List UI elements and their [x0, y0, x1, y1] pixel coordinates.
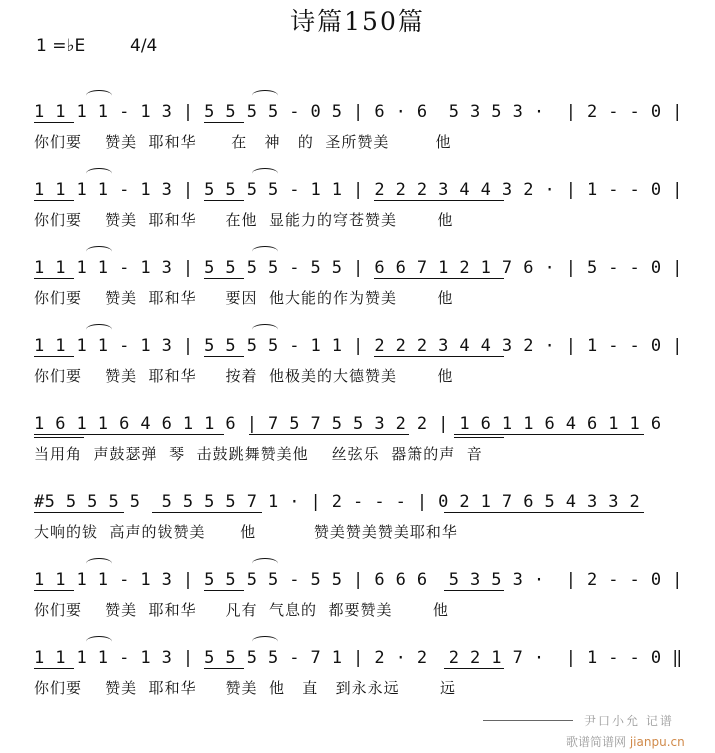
beam-line: [374, 278, 504, 279]
score-line-3: [34, 242, 684, 316]
lyrics-line: 大响的钹 高声的钹赞美 他 赞美赞美赞美耶和华: [34, 523, 458, 541]
tie-mark: [252, 168, 278, 179]
tie-mark: [252, 246, 278, 257]
notes-line: 1 1 1 1 - 1 3 | 5 5 5 5 - 5 5 | 6 6 7 1 2 1 7 6 · | 5 - - 0 |: [34, 258, 683, 278]
score-line-7: [34, 554, 684, 628]
beam-line: [444, 512, 644, 513]
site-name: 歌谱简谱网: [566, 735, 627, 749]
beam-line: [34, 437, 84, 438]
tie-mark: [86, 246, 112, 257]
site-watermark: [566, 733, 685, 750]
score-line-5: [34, 398, 684, 472]
notes-line: 1 1 1 1 - 1 3 | 5 5 5 5 - 1 1 | 2 2 2 3 4 4 3 2 · | 1 - - 0 |: [34, 180, 683, 200]
tie-mark: [252, 90, 278, 101]
key-signature: 1 =♭E: [36, 36, 86, 56]
lyrics-line: 你们要 赞美 耶和华 在 神 的 圣所赞美 他: [34, 133, 452, 151]
lyrics-line: 你们要 赞美 耶和华 赞美 他 直 到永永远 远: [34, 679, 456, 697]
site-url: jianpu.cn: [629, 735, 685, 749]
notes-line: 1 1 1 1 - 1 3 | 5 5 5 5 - 7 1 | 2 · 2 2 2 1 7 · | 1 - - 0 ‖: [34, 648, 683, 668]
footer-divider: [483, 720, 573, 721]
lyrics-line: 你们要 赞美 耶和华 按着 他极美的大德赞美 他: [34, 367, 454, 385]
notes-line: #5 5 5 5 5 5 5 5 5 7 1 · | 2 - - - | 0 2 1 7 6 5 4 3 3 2: [34, 492, 641, 512]
notes-line: 1 1 1 1 - 1 3 | 5 5 5 5 - 0 5 | 6 · 6 5 3 5 3 · | 2 - - 0 |: [34, 102, 683, 122]
beam-line: [34, 590, 74, 591]
beam-line: [34, 668, 74, 669]
tie-mark: [252, 558, 278, 569]
transcriber-credit: 尹口小允 记谱: [584, 714, 674, 728]
lyrics-line: 你们要 赞美 耶和华 要因 他大能的作为赞美 他: [34, 289, 454, 307]
beam-line: [204, 668, 244, 669]
beam-line: [34, 512, 124, 513]
notes-line: 1 6 1 1 6 4 6 1 1 6 | 7 5 7 5 5 3 2 2 | 1 6 1 1 6 4 6 1 1 6: [34, 414, 662, 434]
time-signature: 4/4: [130, 36, 158, 56]
beam-line: [34, 434, 224, 435]
beam-line: [249, 434, 409, 435]
tie-mark: [86, 636, 112, 647]
page-title: 诗篇150篇: [290, 7, 425, 36]
beam-line: [374, 356, 504, 357]
tie-mark: [86, 324, 112, 335]
beam-line: [204, 200, 244, 201]
notes-line: 1 1 1 1 - 1 3 | 5 5 5 5 - 1 1 | 2 2 2 3 4 4 3 2 · | 1 - - 0 |: [34, 336, 683, 356]
beam-line: [204, 356, 244, 357]
score-line-4: [34, 320, 684, 394]
score-line-8: [34, 632, 684, 706]
tie-mark: [252, 324, 278, 335]
beam-line: [204, 122, 244, 123]
beam-line: [152, 512, 262, 513]
score-line-1: [34, 86, 684, 160]
score-line-2: [34, 164, 684, 238]
beam-line: [34, 122, 74, 123]
beam-line: [34, 200, 74, 201]
tie-mark: [86, 90, 112, 101]
beam-line: [34, 278, 74, 279]
tie-mark: [86, 558, 112, 569]
beam-line: [204, 278, 244, 279]
beam-line: [34, 356, 74, 357]
tie-mark: [86, 168, 112, 179]
beam-line: [444, 668, 504, 669]
lyrics-line: 你们要 赞美 耶和华 凡有 气息的 都要赞美 他: [34, 601, 449, 619]
beam-line: [454, 434, 644, 435]
beam-line: [204, 590, 244, 591]
lyrics-line: 你们要 赞美 耶和华 在他 显能力的穹苍赞美 他: [34, 211, 454, 229]
beam-line: [374, 200, 504, 201]
tie-mark: [252, 636, 278, 647]
beam-line: [444, 590, 504, 591]
score-line-6: [34, 476, 684, 550]
notes-line: 1 1 1 1 - 1 3 | 5 5 5 5 - 5 5 | 6 6 6 5 3 5 3 · | 2 - - 0 |: [34, 570, 683, 590]
beam-line: [454, 437, 504, 438]
lyrics-line: 当用角 声鼓瑟弹 琴 击鼓跳舞赞美他 丝弦乐 器箫的声 音: [34, 445, 483, 463]
